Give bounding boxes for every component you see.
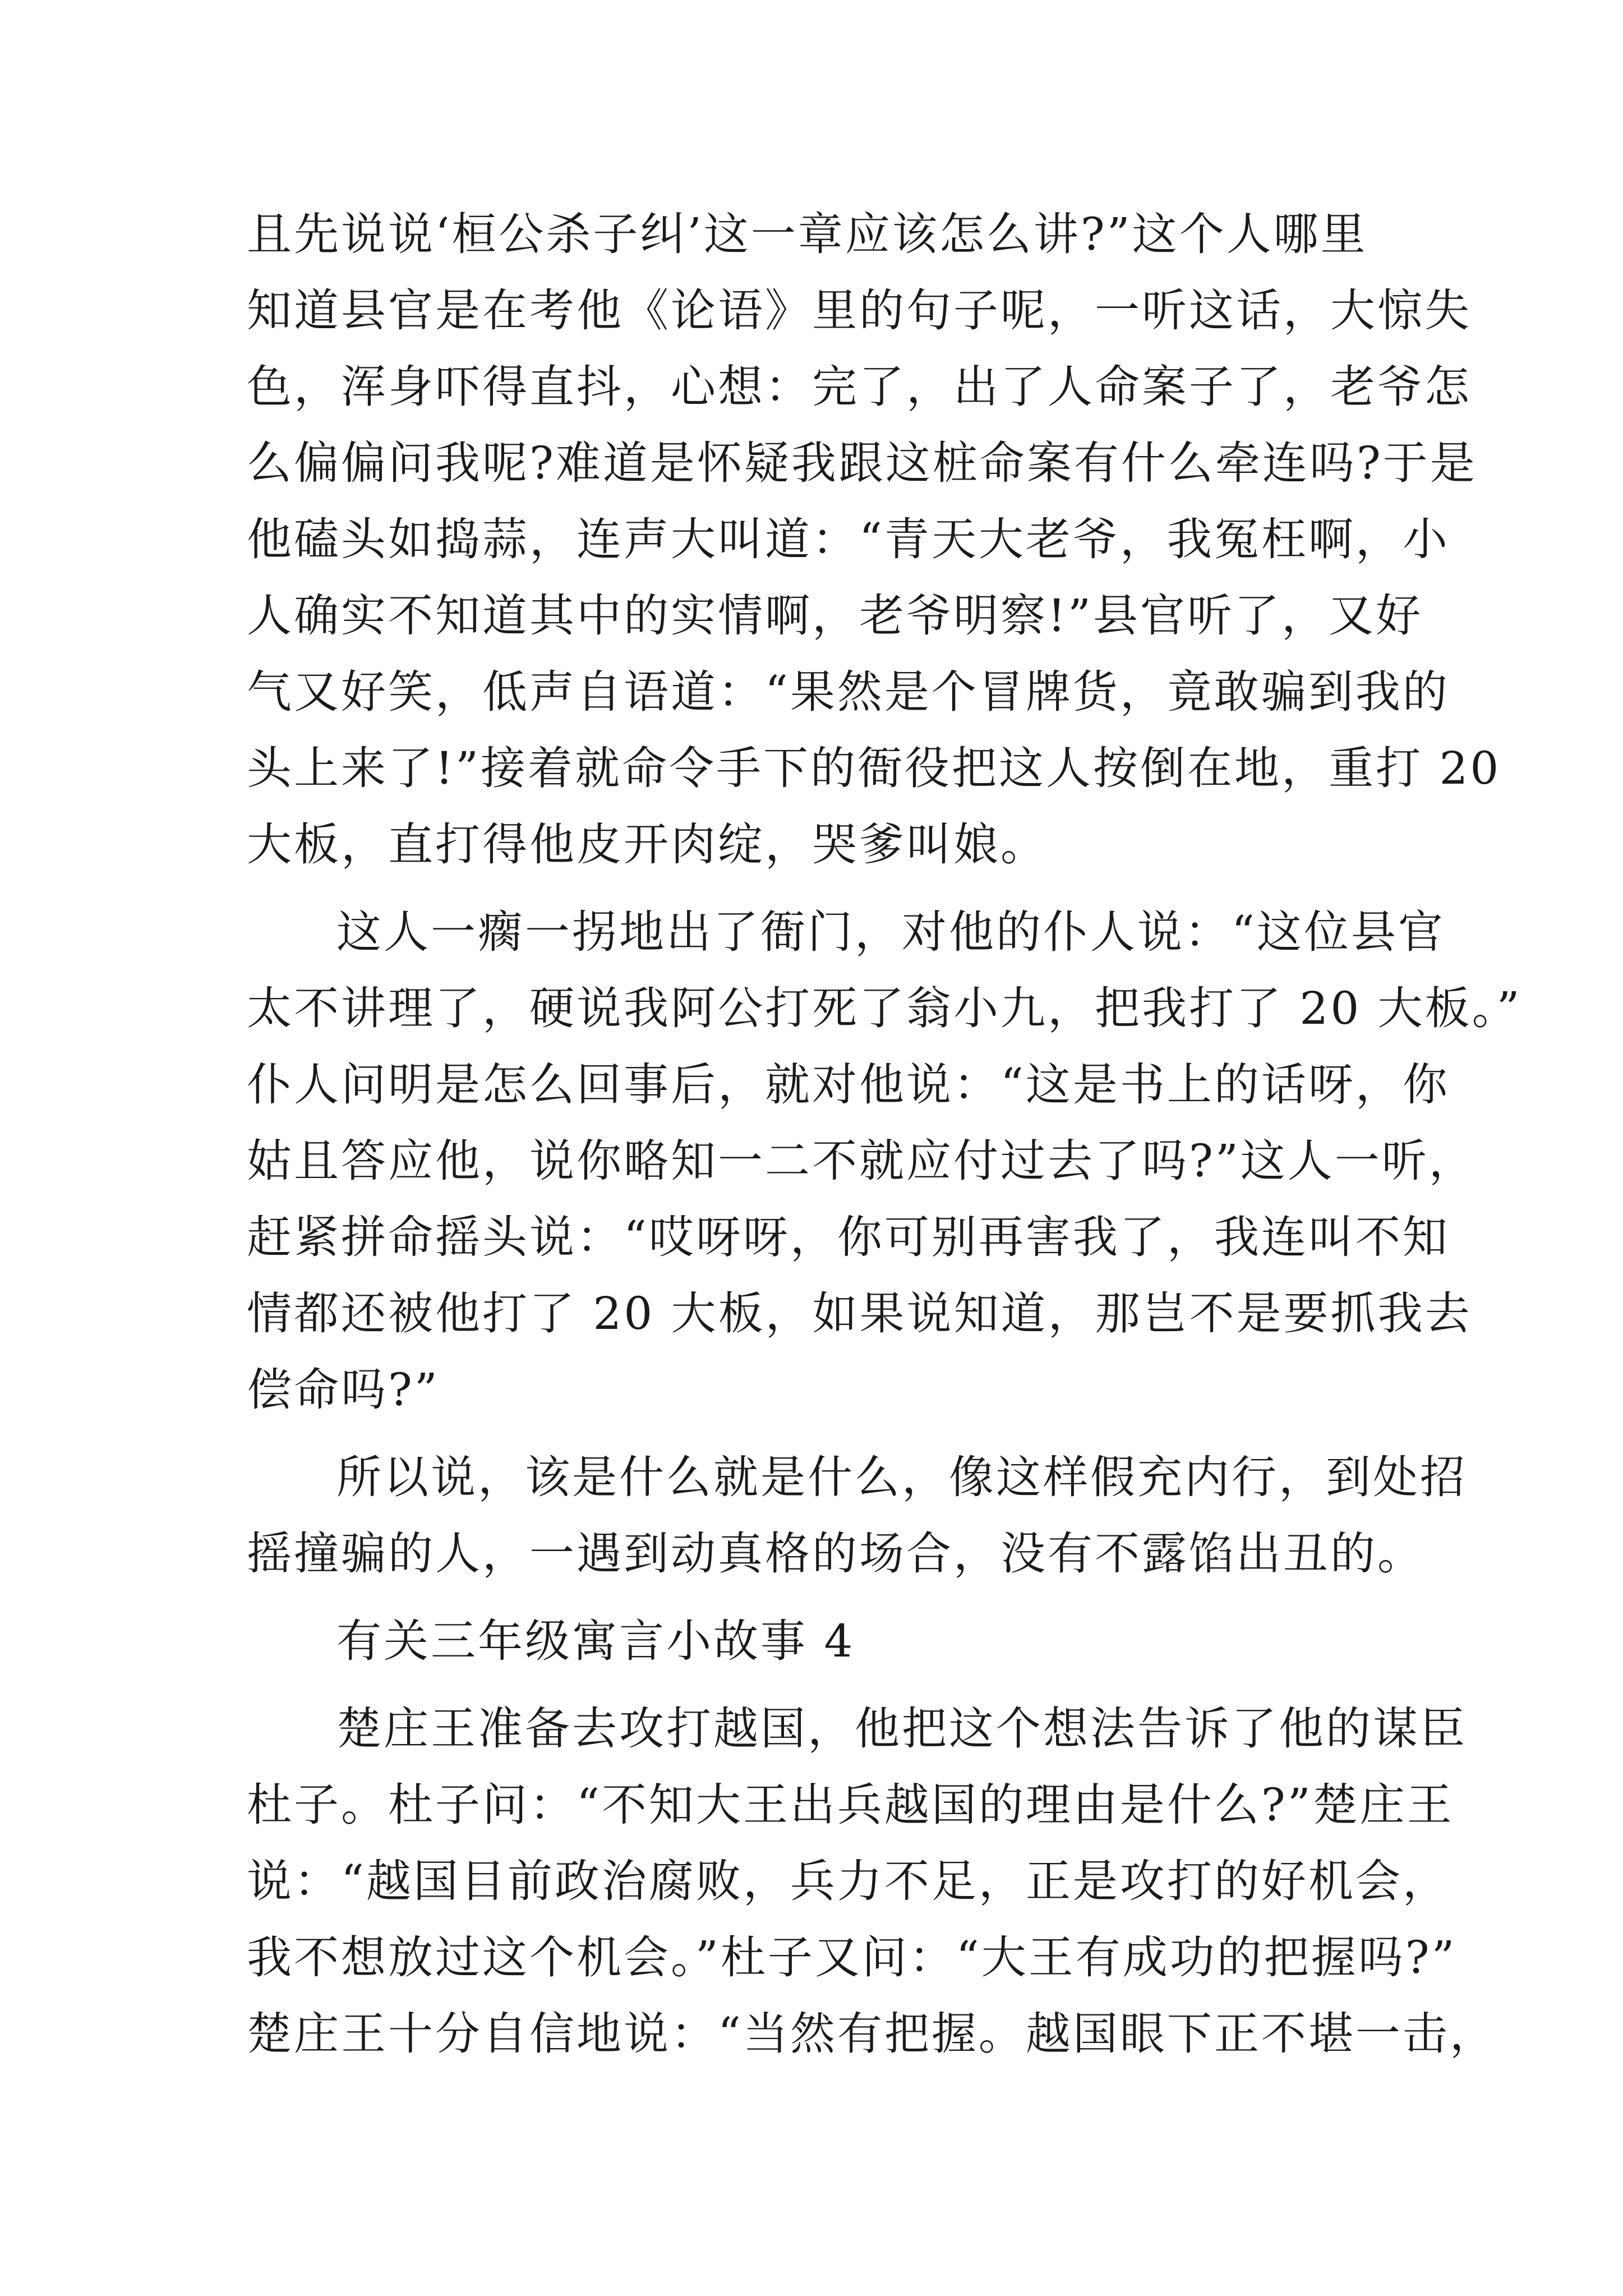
paragraph-line: 仆人问明是怎么回事后，就对他说：“这是书上的话呀，你 (247, 1059, 1450, 1111)
section-heading: 有关三年级寓言小故事 4 (336, 1615, 855, 1667)
paragraph-line: 楚庄王十分自信地说：“当然有把握。越国眼下正不堪一击， (247, 2008, 1497, 2060)
paragraph-line: 人确实不知道其中的实情啊，老爷明察!”县官听了，又好 (247, 590, 1423, 642)
paragraph-line: 色，浑身吓得直抖，心想：完了，出了人命案子了，老爷怎 (247, 361, 1472, 413)
paragraph-line: 太不讲理了，硬说我阿公打死了翁小九，把我打了 20 大板。” (247, 982, 1522, 1034)
paragraph-line: 杜子。杜子问：“不知大王出兵越国的理由是什么?”楚庄王 (247, 1779, 1454, 1831)
paragraph-line: 摇撞骗的人，一遇到动真格的场合，没有不露馅出丑的。 (247, 1527, 1424, 1580)
paragraph-line: 说：“越国目前政治腐败，兵力不足，正是攻打的好机会， (247, 1855, 1450, 1907)
paragraph-line: 这人一瘸一拐地出了衙门，对他的仆人说：“这位县官 (336, 906, 1445, 958)
paragraph-line: 情都还被他打了 20 大板，如果说知道，那岂不是要抓我去 (247, 1287, 1472, 1340)
paragraph-line: 楚庄王准备去攻打越国，他把这个想法告诉了他的谋臣 (336, 1703, 1467, 1755)
paragraph-line: 么偏偏问我呢?难道是怀疑我跟这桩命案有什么牵连吗?于是 (247, 437, 1477, 489)
paragraph-line: 赶紧拼命摇头说：“哎呀呀，你可别再害我了，我连叫不知 (247, 1211, 1450, 1263)
paragraph-line: 气又好笑，低声自语道：“果然是个冒牌货，竟敢骗到我的 (247, 666, 1450, 718)
paragraph-line: 偿命吗?” (247, 1364, 440, 1416)
paragraph-line: 姑且答应他，说你略知一二不就应付过去了吗?”这人一听， (247, 1135, 1476, 1187)
paragraph-line: 所以说，该是什么就是什么，像这样假充内行，到处招 (336, 1451, 1467, 1503)
paragraph-line: 头上来了!”接着就命令手下的衙役把这人按倒在地，重打 20 (247, 742, 1501, 794)
paragraph-line: 且先说说‘桓公杀子纠’这一章应该怎么讲?”这个人哪里 (247, 208, 1368, 260)
paragraph-line: 大板，直打得他皮开肉绽，哭爹叫娘。 (247, 818, 1048, 871)
paragraph-line: 他磕头如捣蒜，连声大叫道：“青天大老爷，我冤枉啊，小 (247, 513, 1450, 565)
paragraph-line: 我不想放过这个机会。”杜子又问：“大王有成功的把握吗?” (247, 1931, 1457, 1984)
document-body (247, 196, 1522, 2072)
paragraph-line: 知道县官是在考他《论语》里的句子呢，一听这话，大惊失 (247, 284, 1472, 337)
